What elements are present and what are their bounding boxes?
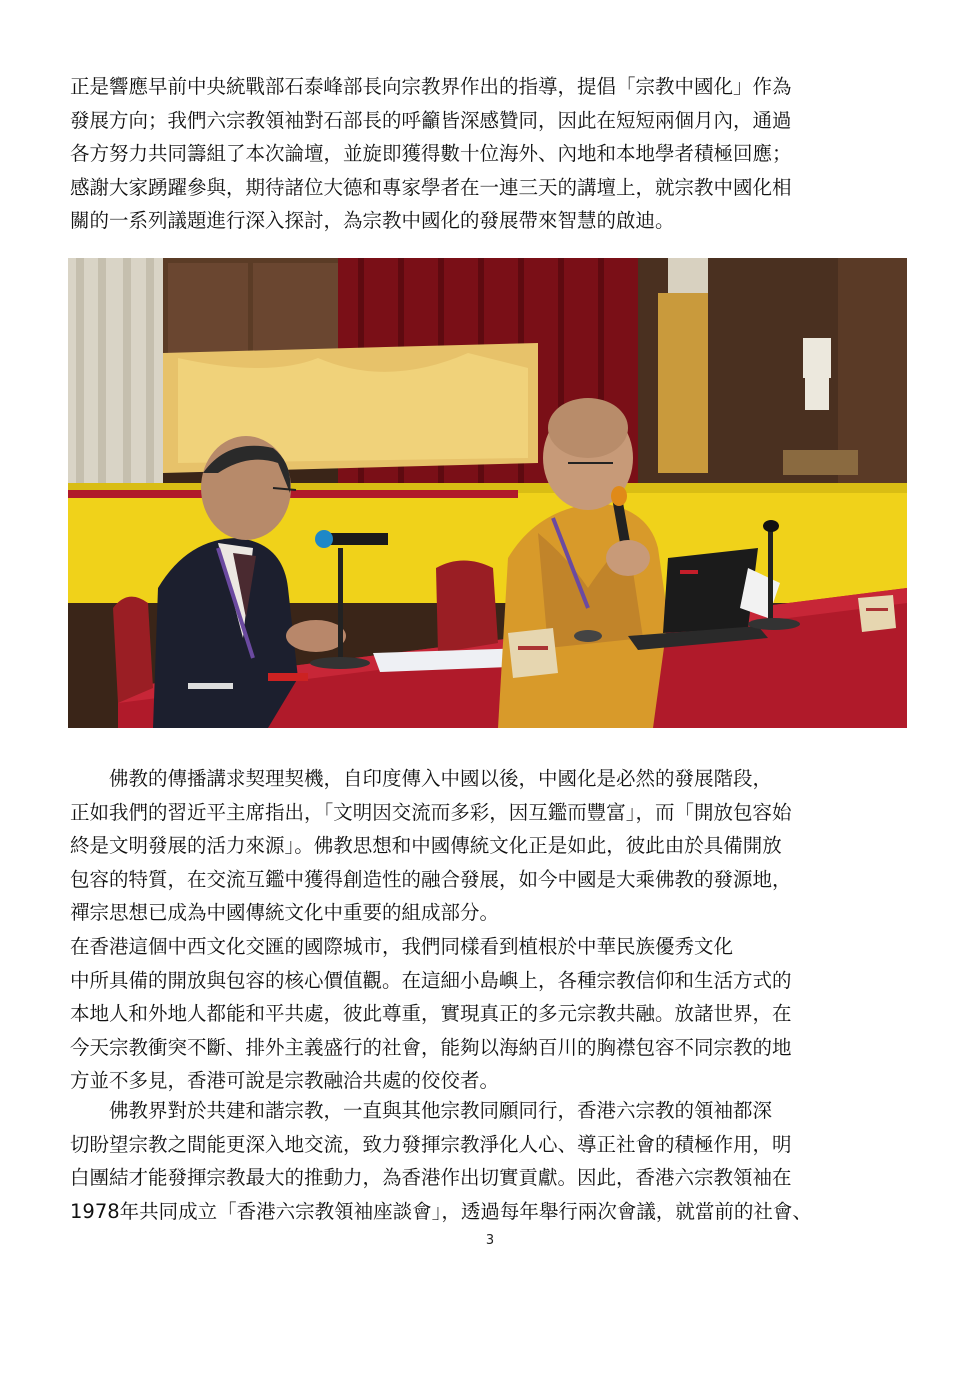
text-line: 切盼望宗教之間能更深入地交流，致力發揮宗教淨化人心、導正社會的積極作用，明 <box>70 1132 792 1156</box>
paragraph-1 <box>70 70 930 238</box>
text-line: 正是響應早前中央統戰部石泰峰部長向宗教界作出的指導，提倡「宗教中國化」作為 <box>70 75 792 98</box>
text-line: 佛教的傳播講求契理契機，自印度傳入中國以後，中國化是必然的發展階段， <box>70 767 773 790</box>
text-line: 今天宗教衝突不斷、排外主義盛行的社會，能夠以海納百川的胸襟包容不同宗教的地 <box>70 1035 792 1059</box>
text-line: 禪宗思想已成為中國傳統文化中重要的組成部分。 <box>70 901 500 924</box>
text-line: 各方努力共同籌組了本次論壇，並旋即獲得數十位海外、內地和本地學者積極回應； <box>70 142 792 165</box>
text-line: 發展方向；我們六宗教領袖對石部長的呼籲皆深感贊同，因此在短短兩個月內，通過 <box>70 108 792 132</box>
forum-photo <box>68 258 907 728</box>
text-line: 終是文明發展的活力來源」。佛教思想和中國傳統文化正是如此，彼此由於具備開放 <box>70 834 782 857</box>
text-line: 在香港這個中西文化交匯的國際城市，我們同樣看到植根於中華民族優秀文化 <box>70 935 734 958</box>
text-line: 本地人和外地人都能和平共處，彼此尊重，實現真正的多元宗教共融。放諸世界，在 <box>70 1002 792 1025</box>
paragraph-3 <box>70 930 930 1098</box>
text-line: 中所具備的開放與包容的核心價值觀。在這細小島嶼上，各種宗教信仰和生活方式的 <box>70 968 792 992</box>
text-line: 1978年共同成立「香港六宗教領袖座談會」，透過每年舉行兩次會議，就當前的社會、 <box>70 1199 812 1223</box>
text-line: 感謝大家踴躍參與，期待諸位大德和專家學者在一連三天的講壇上，就宗教中國化相 <box>70 175 792 199</box>
paragraph-4 <box>70 1094 930 1228</box>
text-line: 正如我們的習近平主席指出，「文明因交流而多彩，因互鑑而豐富」，而「開放包容始 <box>70 800 792 824</box>
text-line: 佛教界對於共建和諧宗教，一直與其他宗教同願同行，香港六宗教的領袖都深 <box>70 1099 773 1122</box>
text-line: 關的一系列議題進行深入探討，為宗教中國化的發展帶來智慧的啟迪。 <box>70 209 675 232</box>
paragraph-2 <box>70 762 930 930</box>
text-line: 白團結才能發揮宗教最大的推動力，為香港作出切實貢獻。因此，香港六宗教領袖在 <box>70 1166 792 1189</box>
text-line: 包容的特質，在交流互鑑中獲得創造性的融合發展，如今中國是大乘佛教的發源地， <box>70 867 792 891</box>
page-number: 3 <box>485 1233 495 1248</box>
text-line: 方並不多見，香港可說是宗教融洽共處的佼佼者。 <box>70 1069 500 1092</box>
